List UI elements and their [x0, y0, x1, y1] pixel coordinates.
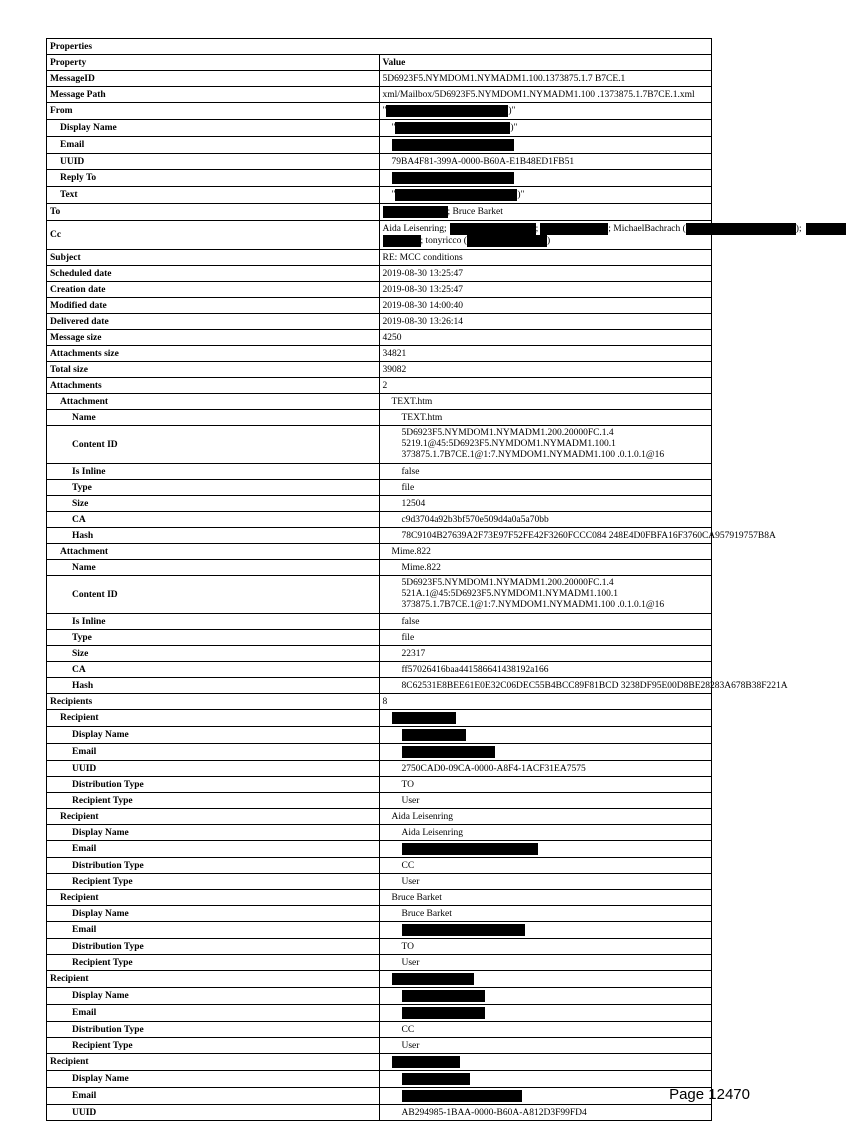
distribution-type-value: CC [379, 858, 712, 874]
row-label: Display Name [47, 1071, 380, 1088]
row-label: Display Name [47, 727, 380, 744]
table-row [47, 330, 712, 346]
row-label: Display Name [47, 120, 380, 137]
table-row [47, 809, 712, 825]
total-size-value: 39082 [379, 362, 712, 378]
table-row [47, 646, 712, 662]
table-row [47, 221, 712, 250]
page-number: Page 12470 [669, 1086, 750, 1103]
size-value: 22317 [379, 646, 712, 662]
redaction-block [383, 206, 448, 218]
table-row [47, 678, 712, 694]
row-label: Size [47, 496, 380, 512]
quote-close: )" [510, 123, 518, 134]
redaction-block [540, 223, 608, 235]
table-row [47, 777, 712, 793]
table-row [47, 496, 712, 512]
row-label: Name [47, 410, 380, 426]
table-row [47, 314, 712, 330]
redaction-block [402, 1073, 470, 1085]
row-label: Email [47, 137, 380, 154]
row-label: Recipient Type [47, 874, 380, 890]
row-label: Hash [47, 528, 380, 544]
redaction-block [402, 1007, 485, 1019]
row-label: Recipient [47, 1054, 380, 1071]
table-row [47, 298, 712, 314]
attachment-name-value: Mime.822 [379, 560, 712, 576]
display-name-value [379, 727, 712, 744]
row-label: Creation date [47, 282, 380, 298]
table-row [47, 250, 712, 266]
table-row [47, 71, 712, 87]
row-label: Size [47, 646, 380, 662]
subject-value: RE: MCC conditions [379, 250, 712, 266]
table-row [47, 170, 712, 187]
table-row [47, 922, 712, 939]
row-label: Cc [47, 221, 380, 250]
to-value [379, 204, 712, 221]
table-title-row [47, 39, 712, 55]
cc-part: ); [795, 224, 802, 235]
distribution-type-value: CC [379, 1022, 712, 1038]
email-value [379, 1005, 712, 1022]
table-row [47, 1054, 712, 1071]
row-label: UUID [47, 761, 380, 777]
table-row [47, 187, 712, 204]
row-label: Recipient [47, 890, 380, 906]
reply-to-value [379, 170, 712, 187]
to-suffix: ; Bruce Barket [447, 207, 503, 218]
table-row [47, 576, 712, 614]
table-row [47, 727, 712, 744]
redaction-block [806, 223, 846, 235]
display-name-value [379, 1071, 712, 1088]
table-row [47, 694, 712, 710]
redaction-block [395, 122, 510, 134]
cc-part: ; [535, 224, 539, 235]
table-row [47, 394, 712, 410]
content-id-value [379, 426, 712, 464]
content-id-value [379, 576, 712, 614]
text-value [379, 187, 712, 204]
modified-date-value: 2019-08-30 14:00:40 [379, 298, 712, 314]
table-row [47, 710, 712, 727]
attachments-size-value: 34821 [379, 346, 712, 362]
table-row [47, 512, 712, 528]
attachment-value: Mime.822 [379, 544, 712, 560]
cc-part: Aida Leisenring; [382, 224, 447, 235]
type-value: file [379, 630, 712, 646]
delivered-date-value: 2019-08-30 13:26:14 [379, 314, 712, 330]
row-label: Recipient [47, 971, 380, 988]
table-row [47, 362, 712, 378]
row-label: CA [47, 662, 380, 678]
redaction-block [392, 973, 474, 985]
row-label: Recipient Type [47, 955, 380, 971]
redaction-block [402, 729, 466, 741]
row-label: Email [47, 841, 380, 858]
row-label: Content ID [47, 576, 380, 614]
cc-value [379, 221, 802, 250]
properties-sheet [46, 38, 802, 1121]
attachments-count-value: 2 [379, 378, 712, 394]
header-row [47, 55, 712, 71]
distribution-type-value: TO [379, 777, 712, 793]
table-row [47, 890, 712, 906]
redaction-block [402, 843, 538, 855]
recipient-type-value: User [379, 793, 712, 809]
row-label: Reply To [47, 170, 380, 187]
table-row [47, 1088, 712, 1105]
attachment-value: TEXT.htm [379, 394, 712, 410]
distribution-type-value: TO [379, 939, 712, 955]
quote-open: " [391, 123, 396, 134]
table-title: Properties [47, 39, 712, 55]
row-label: Is Inline [47, 464, 380, 480]
row-label: Content ID [47, 426, 380, 464]
redaction-block [392, 1056, 460, 1068]
size-value: 12504 [379, 496, 712, 512]
email-value [379, 744, 712, 761]
quote-open: " [391, 190, 396, 201]
cc-part: ) [546, 236, 551, 247]
ca-value: c9d3704a92b3bf570e509d4a0a5a70bb [379, 512, 712, 528]
redaction-block [383, 235, 421, 247]
table-row [47, 426, 712, 464]
table-row [47, 1005, 712, 1022]
is-inline-value: false [379, 464, 712, 480]
recipient-value [379, 1054, 712, 1071]
row-label: From [47, 103, 380, 120]
row-label: Scheduled date [47, 266, 380, 282]
row-label: Display Name [47, 988, 380, 1005]
redaction-block [392, 139, 514, 151]
table-row [47, 480, 712, 496]
row-label: Distribution Type [47, 1022, 380, 1038]
recipient-value [379, 710, 712, 727]
scheduled-date-value: 2019-08-30 13:25:47 [379, 266, 712, 282]
content-id-line: 521A.1@45:5D6923F5.NYMDOM1.NYMADM1.100.1 [401, 589, 618, 600]
display-name-value [379, 120, 712, 137]
row-label: Type [47, 630, 380, 646]
hash-value: 8C62531E8BEE61E0E32C06DEC55B4BCC89F81BCD 3238DF95E00D8BE28283A678B38F221A [379, 678, 712, 694]
hash-value: 78C9104B27639A2F73E97F52FE42F3260FCCC084 248E4D0FBFA16F3760CA957919757B8A [379, 528, 712, 544]
row-label: Hash [47, 678, 380, 694]
table-row [47, 346, 712, 362]
redaction-block [686, 223, 796, 235]
row-label: Total size [47, 362, 380, 378]
row-label: Recipients [47, 694, 380, 710]
row-label: Delivered date [47, 314, 380, 330]
row-label: Text [47, 187, 380, 204]
recipient-value: Bruce Barket [379, 890, 712, 906]
recipient-type-value: User [379, 955, 712, 971]
row-label: Name [47, 560, 380, 576]
table-row [47, 744, 712, 761]
uuid-value: 79BA4F81-399A-0000-B60A-E1B48ED1FB51 [379, 154, 712, 170]
display-name-value: Bruce Barket [379, 906, 712, 922]
table-row [47, 1071, 712, 1088]
row-label: Recipient Type [47, 1038, 380, 1054]
table-row [47, 1022, 712, 1038]
email-value [379, 922, 712, 939]
table-row [47, 378, 712, 394]
row-label: Recipient [47, 809, 380, 825]
redaction-block [402, 746, 495, 758]
message-id-value: 5D6923F5.NYMDOM1.NYMADM1.100.1373875.1.7 B7CE.1 [379, 71, 712, 87]
table-row [47, 630, 712, 646]
email-value [379, 1088, 712, 1105]
table-row [47, 793, 712, 809]
table-row [47, 1038, 712, 1054]
content-id-line: 5219.1@45:5D6923F5.NYMDOM1.NYMADM1.100.1 [401, 439, 616, 450]
ca-value: ff57026416baa441586641438192a166 [379, 662, 712, 678]
display-name-value: Aida Leisenring [379, 825, 712, 841]
row-label: Attachment [47, 544, 380, 560]
table-row [47, 761, 712, 777]
table-row [47, 87, 712, 103]
redaction-block [395, 189, 517, 201]
table-row [47, 614, 712, 630]
cc-part: ; tonyricco ( [420, 236, 467, 247]
quote-open: " [382, 106, 387, 117]
table-row [47, 858, 712, 874]
table-row [47, 874, 712, 890]
table-row [47, 971, 712, 988]
display-name-value [379, 988, 712, 1005]
row-label: Recipient Type [47, 793, 380, 809]
content-id-line: 5D6923F5.NYMDOM1.NYMADM1.200.20000FC.1.4 [401, 428, 614, 439]
recipient-value [379, 971, 712, 988]
uuid-value: AB294985-1BAA-0000-B60A-A812D3F99FD4 [379, 1105, 712, 1121]
quote-close: )" [508, 106, 516, 117]
table-row [47, 103, 712, 120]
table-row [47, 1105, 712, 1121]
from-value [379, 103, 712, 120]
row-label: Modified date [47, 298, 380, 314]
row-label: Attachment [47, 394, 380, 410]
row-label: Is Inline [47, 614, 380, 630]
content-id-line: 373875.1.7B7CE.1@1:7.NYMDOM1.NYMADM1.100 .0.1.0.1@16 [401, 600, 665, 611]
row-label: Attachments size [47, 346, 380, 362]
table-row [47, 906, 712, 922]
row-label: Attachments [47, 378, 380, 394]
content-id-line: 373875.1.7B7CE.1@1:7.NYMDOM1.NYMADM1.100 .0.1.0.1@16 [401, 450, 665, 461]
table-row [47, 528, 712, 544]
table-row [47, 544, 712, 560]
redaction-block [402, 924, 525, 936]
row-label: CA [47, 512, 380, 528]
table-row [47, 282, 712, 298]
table-row [47, 137, 712, 154]
row-label: Distribution Type [47, 777, 380, 793]
row-label: UUID [47, 154, 380, 170]
table-row [47, 154, 712, 170]
header-property: Property [47, 55, 380, 71]
row-label: Display Name [47, 906, 380, 922]
redaction-block [386, 105, 508, 117]
email-value [379, 841, 712, 858]
type-value: file [379, 480, 712, 496]
message-size-value: 4250 [379, 330, 712, 346]
recipient-type-value: User [379, 874, 712, 890]
table-row [47, 841, 712, 858]
redaction-block [402, 1090, 522, 1102]
redaction-block [392, 172, 514, 184]
row-label: MessageID [47, 71, 380, 87]
row-label: Message Path [47, 87, 380, 103]
row-label: Display Name [47, 825, 380, 841]
table-row [47, 464, 712, 480]
row-label: Distribution Type [47, 858, 380, 874]
row-label: Email [47, 1088, 380, 1105]
row-label: Type [47, 480, 380, 496]
quote-close: )" [517, 190, 525, 201]
table-row [47, 410, 712, 426]
row-label: To [47, 204, 380, 221]
redaction-block [450, 223, 536, 235]
row-label: Message size [47, 330, 380, 346]
redaction-block [402, 990, 485, 1002]
table-row [47, 560, 712, 576]
row-label: Subject [47, 250, 380, 266]
table-row [47, 955, 712, 971]
table-row [47, 120, 712, 137]
header-value: Value [379, 55, 712, 71]
redaction-block [467, 235, 547, 247]
table-row [47, 988, 712, 1005]
row-label: Distribution Type [47, 939, 380, 955]
uuid-value: 2750CAD0-09CA-0000-A8F4-1ACF31EA7575 [379, 761, 712, 777]
redaction-block [392, 712, 456, 724]
row-label: Email [47, 744, 380, 761]
cc-part: ; MichaelBachrach ( [608, 224, 686, 235]
recipient-type-value: User [379, 1038, 712, 1054]
row-label: Recipient [47, 710, 380, 727]
table-row [47, 662, 712, 678]
recipient-value: Aida Leisenring [379, 809, 712, 825]
message-path-value: xml/Mailbox/5D6923F5.NYMDOM1.NYMADM1.100 .1373875.1.7B7CE.1.xml [379, 87, 712, 103]
row-label: Email [47, 1005, 380, 1022]
table-row [47, 939, 712, 955]
table-row [47, 266, 712, 282]
recipients-count-value: 8 [379, 694, 712, 710]
table-row [47, 825, 712, 841]
row-label: UUID [47, 1105, 380, 1121]
attachment-name-value: TEXT.htm [379, 410, 712, 426]
content-id-line: 5D6923F5.NYMDOM1.NYMADM1.200.20000FC.1.4 [401, 578, 614, 589]
table-row [47, 204, 712, 221]
creation-date-value: 2019-08-30 13:25:47 [379, 282, 712, 298]
is-inline-value: false [379, 614, 712, 630]
properties-table [46, 38, 802, 1121]
email-value [379, 137, 712, 154]
row-label: Email [47, 922, 380, 939]
